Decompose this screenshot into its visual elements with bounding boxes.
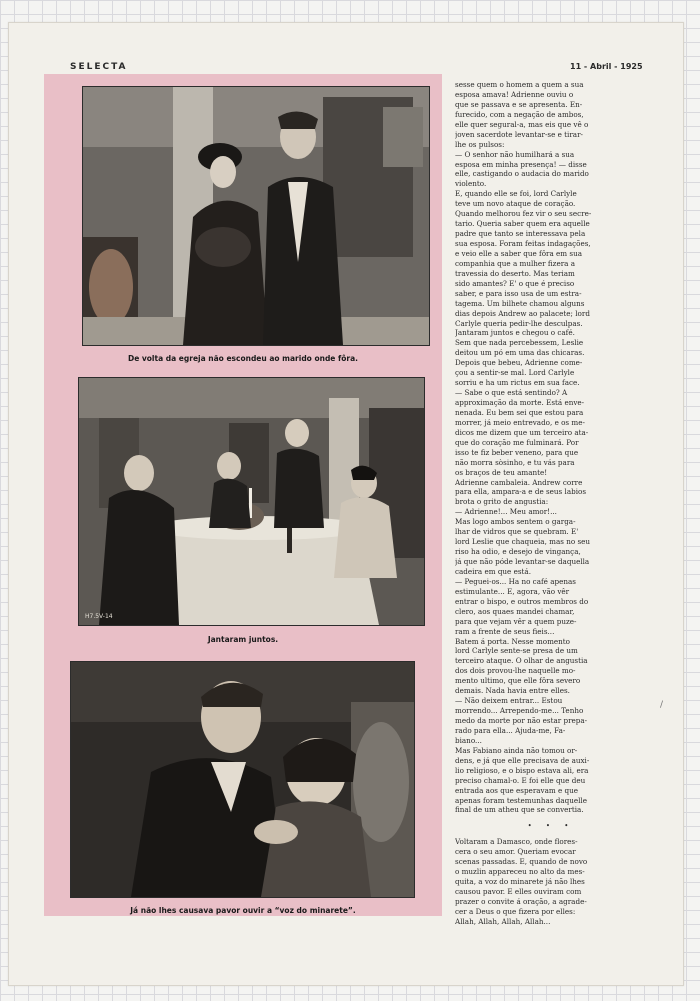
- photo-caption-3: Já não lhes causava pavor ouvir a “voz do minarete”.: [130, 906, 356, 915]
- article-line: que se passava e se apresenta. En-: [455, 99, 583, 109]
- article-line: sesse quem o homem a quem a sua: [455, 80, 584, 89]
- article-line: cadeira em que está.: [455, 566, 531, 576]
- magazine-title: SELECTA: [70, 62, 128, 72]
- article-line: — Não deixem entrar... Estou: [455, 696, 563, 706]
- article-line: — Adrienne!... Meu amor!...: [455, 507, 557, 517]
- article-line: elle quer segural-a, mas eis que vê o: [455, 119, 589, 129]
- article-line: nenada. Eu bem sei que estou para: [455, 407, 584, 417]
- article-line: Quando melhorou fez vir o seu secre-: [455, 209, 592, 219]
- article-line: rado para ella... Ajuda-me, Fa-: [455, 725, 566, 735]
- article-line: demais. Nada havia entre elles.: [455, 686, 570, 696]
- article-line: Mas Fabiano ainda não tomou or-: [455, 745, 578, 755]
- photo-dinner: [78, 377, 425, 626]
- article-line: violento.: [455, 179, 487, 189]
- article-line: e veio elle a saber que fôra em sua: [455, 248, 582, 258]
- article-line: apenas foram testemunhas daquelle: [455, 795, 587, 805]
- article-line: quita, a voz do minarete já não lhes: [455, 877, 585, 887]
- article-line: já que não póde levantar-se daquella: [455, 557, 590, 566]
- article-line: mento ultimo, que elle fôra severo: [455, 676, 581, 686]
- article-line: terceiro ataque. O olhar de angustia: [455, 656, 588, 666]
- photo-church-return: [82, 86, 430, 346]
- article-line: medo da morte por não estar prepa-: [455, 716, 588, 725]
- article-line: final de um atheu que se convertia.: [455, 805, 584, 815]
- article-line: Jantaram juntos e chegou o café.: [455, 328, 575, 338]
- article-line: E, quando elle se foi, lord Carlyle: [455, 189, 577, 199]
- article-line: clero, aos quaes mandei chamar,: [455, 606, 575, 616]
- article-line: — Sabe o que está sentindo? A: [455, 388, 568, 398]
- photo-embrace: [70, 661, 415, 898]
- article-line: biano...: [455, 735, 482, 745]
- article-line: Adrienne cambaleia. Andrew corre: [455, 477, 583, 487]
- article-line: çou a sentir-se mal. Lord Carlyle: [455, 368, 575, 378]
- article-line: para que vejam vêr a quem puze-: [455, 616, 577, 626]
- article-line: lio religioso, e o bispo estava ali, era: [455, 765, 589, 775]
- article-line: Depois que bebeu, Adrienne come-: [455, 358, 583, 368]
- article-line: sua esposa. Foram feitas indagações,: [455, 239, 591, 248]
- article-line: lhar de vidros que se quebram. E': [455, 527, 579, 537]
- article-line: dias depois Andrew ao palacete; lord: [455, 308, 590, 318]
- article-line: — Peguei-os... Ha no café apenas: [455, 576, 576, 586]
- article-line: — O senhor não humilhará a sua: [455, 149, 575, 159]
- article-line: preciso chamal-o. E foi elle que deu: [455, 775, 586, 785]
- article-line: Carlyle queria pedir-lhe desculpas.: [455, 318, 583, 328]
- article-line: morrer, já meio entrevado, e os me-: [455, 417, 585, 427]
- article-line: cer a Deus o que fizera por elles:: [455, 906, 576, 916]
- article-line: esposa amava! Adrienne ouviu o: [455, 89, 574, 99]
- issue-date: 11 - Abril - 1925: [570, 62, 643, 71]
- article-line: tagema. Um bilhete chamou alguns: [455, 298, 585, 308]
- article-line: lhe os pulsos:: [455, 139, 505, 149]
- article-line: padre que tanto se interessava pela: [455, 229, 586, 239]
- photo-dinner-image: [79, 378, 424, 625]
- article-line: brota o grito de angustia:: [455, 497, 549, 507]
- pen-mark: /: [660, 700, 664, 710]
- article-line: dos dois provou-lhe naquelle mo-: [455, 666, 576, 676]
- photo-embrace-image: [71, 662, 414, 897]
- article-line: saber, e para isso usa de um estra-: [455, 288, 582, 298]
- article-line: para ella, ampara-a e de seus labios: [455, 487, 587, 497]
- article-line: o muzlin appareceu no alto da mes-: [455, 867, 585, 877]
- article-line: Voltaram a Damasco, onde flores-: [455, 837, 578, 847]
- article-line: sido amantes? E' o que é preciso: [455, 278, 575, 288]
- article-line: não morra sòsinho, e tu vás para: [455, 457, 575, 467]
- photo-caption-1: De volta da egreja não escondeu ao marido onde fôra.: [127, 354, 359, 363]
- section-separator: • • •: [527, 822, 575, 831]
- article-line: companhia que a mulher fizera a: [455, 258, 575, 268]
- photo-caption-2: Jantaram juntos.: [207, 635, 279, 644]
- article-line: teve um novo ataque de coração.: [455, 199, 576, 209]
- svg-text:H7.5V-14: H7.5V-14: [85, 613, 113, 620]
- article-line: elle, castigando o audacia do marido: [455, 169, 589, 179]
- article-line: que do coração me fulminará. Por: [455, 437, 579, 447]
- article-line: esposa em minha presença! — disse: [455, 159, 587, 169]
- article-line: entrada aos que esperavam e que: [455, 785, 579, 795]
- article-line: dens, e já que elle precisava de auxi-: [455, 755, 590, 765]
- article-line: ram a frente de seus fieis...: [455, 626, 555, 636]
- article-line: Batem á porta. Nesse momento: [455, 636, 570, 646]
- article-line: riso ha odio, e desejo de vingança,: [455, 547, 581, 557]
- article-line: morrendo... Arrependo-me... Tenho: [455, 706, 584, 716]
- article-line: isso te fiz beber veneno, para que: [455, 447, 579, 457]
- article-line: causou pavor. E elles ouviram com: [455, 887, 582, 897]
- article-line: tario. Queria saber quem era aquelle: [455, 219, 590, 229]
- article-line: deitou um pó em uma das chicaras.: [455, 348, 585, 358]
- article-line: dicos me dizem que um terceiro ata-: [455, 427, 589, 437]
- article-line: cera o seu amor. Queriam evocar: [455, 847, 576, 857]
- article-line: entrar o bispo, e outros membros do: [455, 596, 589, 606]
- article-line: joven sacerdote levantar-se e tirar-: [455, 129, 583, 139]
- article-line: lord Leslie que chaqueia, mas no seu: [455, 537, 591, 547]
- article-line: estimulante... E, agora, vão vêr: [455, 586, 570, 596]
- article-line: prazer o convite á oração, a agrade-: [455, 897, 587, 906]
- article-line: Mas logo ambos sentem o gargа-: [455, 517, 576, 527]
- article-text-column: [455, 80, 647, 927]
- article-line: os braços de teu amante!: [455, 467, 548, 477]
- article-line: lord Carlyle sente-se presa de um: [455, 646, 578, 656]
- photo-church-return-image: [83, 87, 429, 345]
- article-line: Sem que nada percebessem, Leslie: [455, 338, 584, 348]
- article-line: scenas passadas. E, quando de novo: [455, 857, 588, 867]
- article-line: approximação da morte. Está enve-: [455, 398, 585, 407]
- article-line: furecido, com a negação de ambos,: [455, 109, 584, 119]
- article-line: sorriu e ha um rictus em sua face.: [455, 378, 580, 388]
- article-line: Allah, Allah, Allah, Allah...: [455, 916, 551, 926]
- article-line: travessia do deserto. Mas teriam: [455, 268, 575, 278]
